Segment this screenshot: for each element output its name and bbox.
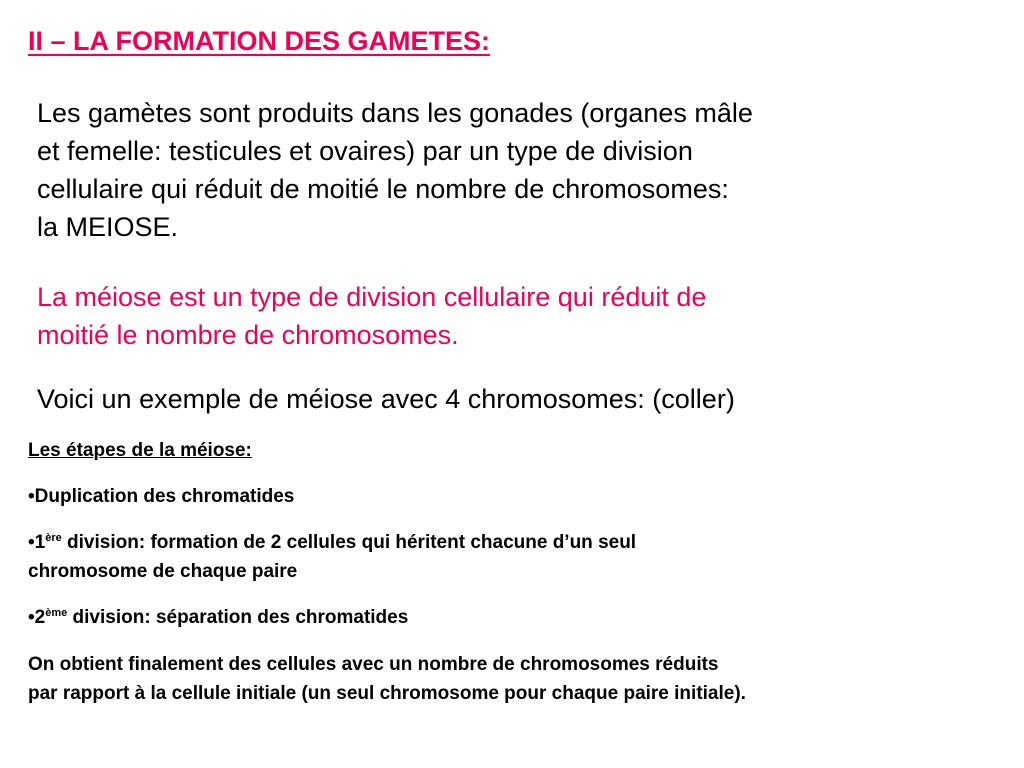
conclusion-paragraph	[28, 650, 746, 708]
intro-line: et femelle: testicules et ovaires) par un type de division	[37, 136, 693, 166]
step-ordinal: 1	[34, 532, 46, 553]
definition-line: moitié le nombre de chromosomes.	[37, 320, 459, 350]
intro-paragraph	[37, 94, 997, 246]
intro-line: cellulaire qui réduit de moitié le nombre de chromosomes:	[37, 174, 729, 204]
step-item	[28, 528, 636, 586]
bullet: •	[28, 607, 35, 628]
intro-line: la MEIOSE.	[37, 212, 179, 242]
ordinal-suffix: ème	[45, 607, 68, 619]
conclusion-line: par rapport à la cellule initiale (un seul chromosome pour chaque paire initiale).	[28, 683, 746, 704]
step-ordinal: 2	[34, 607, 46, 628]
step-text: Duplication des chromatides	[34, 486, 295, 507]
ordinal-suffix: ère	[45, 532, 62, 544]
step-item	[28, 603, 408, 632]
example-paragraph	[37, 380, 997, 418]
conclusion-line: On obtient finalement des cellules avec un nombre de chromosomes réduits	[28, 654, 719, 675]
intro-line: Les gamètes sont produits dans les gonades (organes mâle	[37, 98, 753, 128]
step-text: division: séparation des chromatides	[67, 607, 409, 628]
steps-heading: Les étapes de la méiose:	[28, 440, 252, 461]
example-line: Voici un exemple de méiose avec 4 chromosomes: (coller)	[37, 384, 735, 414]
step-line	[28, 528, 636, 557]
bullet: •	[28, 532, 35, 553]
slide-title: II – LA FORMATION DES GAMETES:	[28, 26, 491, 56]
step-item	[28, 482, 294, 511]
step-line: chromosome de chaque paire	[28, 561, 298, 582]
step-text: division: formation de 2 cellules qui héritent chacune d’un seul	[61, 532, 637, 553]
bullet: •	[28, 486, 35, 507]
definition-line: La méiose est un type de division cellulaire qui réduit de	[37, 282, 707, 312]
definition-paragraph	[37, 278, 997, 354]
